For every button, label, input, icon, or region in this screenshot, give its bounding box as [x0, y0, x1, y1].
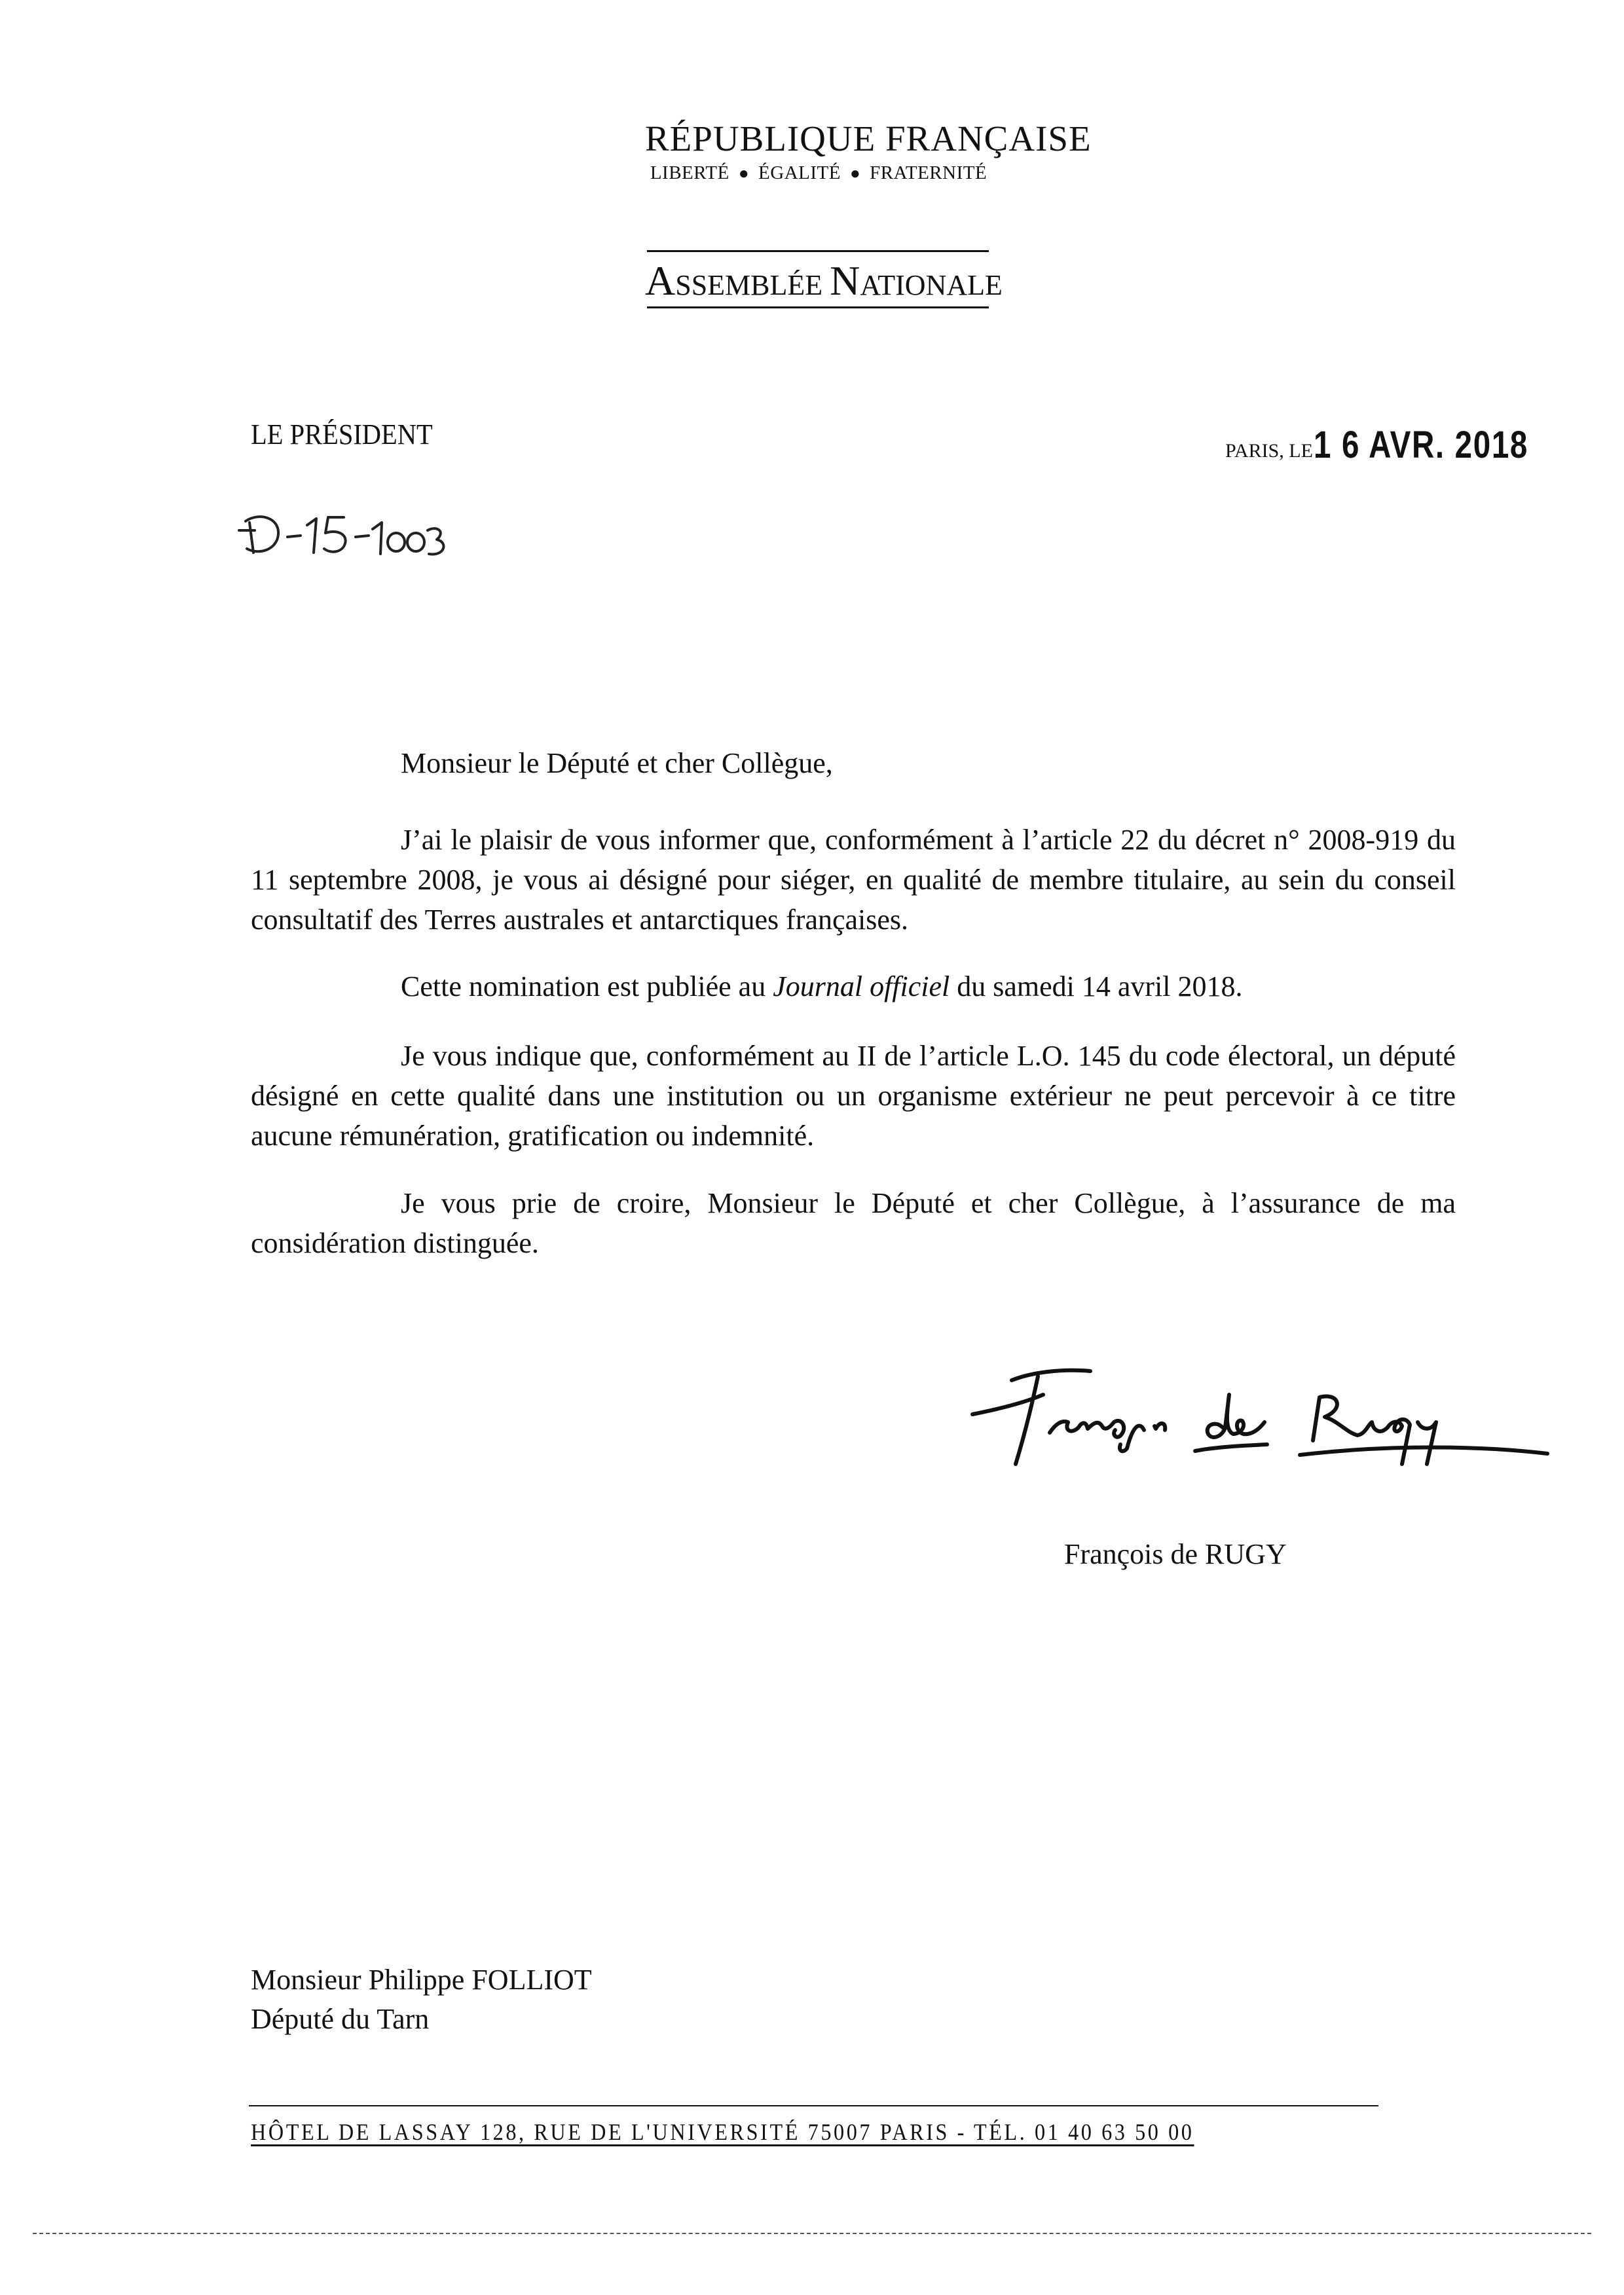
date-prefix: PARIS, LE [1225, 440, 1313, 462]
institution-heading [645, 257, 1003, 305]
paragraph-closing-text: Je vous prie de croire, Monsieur le Député et cher Collègue, à l’assurance de ma considération distinguée. [251, 1187, 1456, 1259]
bullet-dot-icon: ● [738, 164, 750, 183]
footer-rule [249, 2105, 1378, 2106]
institution-word-1: SSEMBLÉE [675, 269, 830, 301]
header-rule-top [647, 250, 989, 252]
scan-edge-line [33, 2233, 1591, 2234]
institution-initial-a: A [645, 257, 676, 304]
signatory-name: François de RUGY [1064, 1538, 1287, 1570]
addressee-name: Monsieur Philippe FOLLIOT [251, 1964, 592, 1996]
paragraph-remuneration [251, 1036, 1456, 1156]
republic-motto [645, 162, 992, 184]
salutation: Monsieur le Député et cher Collègue, [401, 747, 833, 779]
journal-officiel-italic: Journal officiel [773, 970, 950, 1002]
handwritten-reference-note [232, 503, 449, 565]
paragraph-publication [251, 966, 1456, 1006]
footer-address: HÔTEL DE LASSAY 128, RUE DE L'UNIVERSITÉ 75007 PARIS - TÉL. 01 40 63 50 00 [251, 2119, 1194, 2145]
paragraph-publication-before: Cette nomination est publiée au [401, 970, 773, 1002]
motto-egalite: ÉGALITÉ [758, 162, 841, 183]
motto-fraternite: FRATERNITÉ [870, 162, 987, 183]
date-stamp: 1 6 AVR. 2018 [1314, 424, 1528, 466]
sender-role: LE PRÉSIDENT [251, 418, 433, 450]
motto-liberte: LIBERTÉ [650, 162, 729, 183]
republic-heading: RÉPUBLIQUE FRANÇAISE [645, 119, 1092, 158]
addressee-title: Député du Tarn [251, 2003, 430, 2035]
header-rule-bottom [647, 306, 989, 308]
bullet-dot-icon: ● [849, 164, 861, 183]
paragraph-closing [251, 1183, 1456, 1263]
paragraph-remuneration-text: Je vous indique que, conformément au II de l’article L.O. 145 du code électoral, un député désigné en cette qualité dans une institution ou un organisme extérieur ne peut percevoir à ce titre aucune rémunération, gratification ou indemnité. [251, 1040, 1456, 1152]
handwritten-signature [933, 1349, 1555, 1480]
paragraph-publication-after: du samedi 14 avril 2018. [950, 970, 1243, 1002]
paragraph-appointment-text: J’ai le plaisir de vous informer que, conformément à l’article 22 du décret n° 2008-919 du 11 septembre 2008, je vous ai désigné pour siéger, en qualité de membre titulaire, au sein du conseil consultatif des Terres australes et antarctiques françaises. [251, 824, 1456, 936]
institution-word-2: ATIONALE [860, 269, 1003, 301]
institution-initial-n: N [830, 257, 860, 304]
paragraph-appointment [251, 820, 1456, 940]
